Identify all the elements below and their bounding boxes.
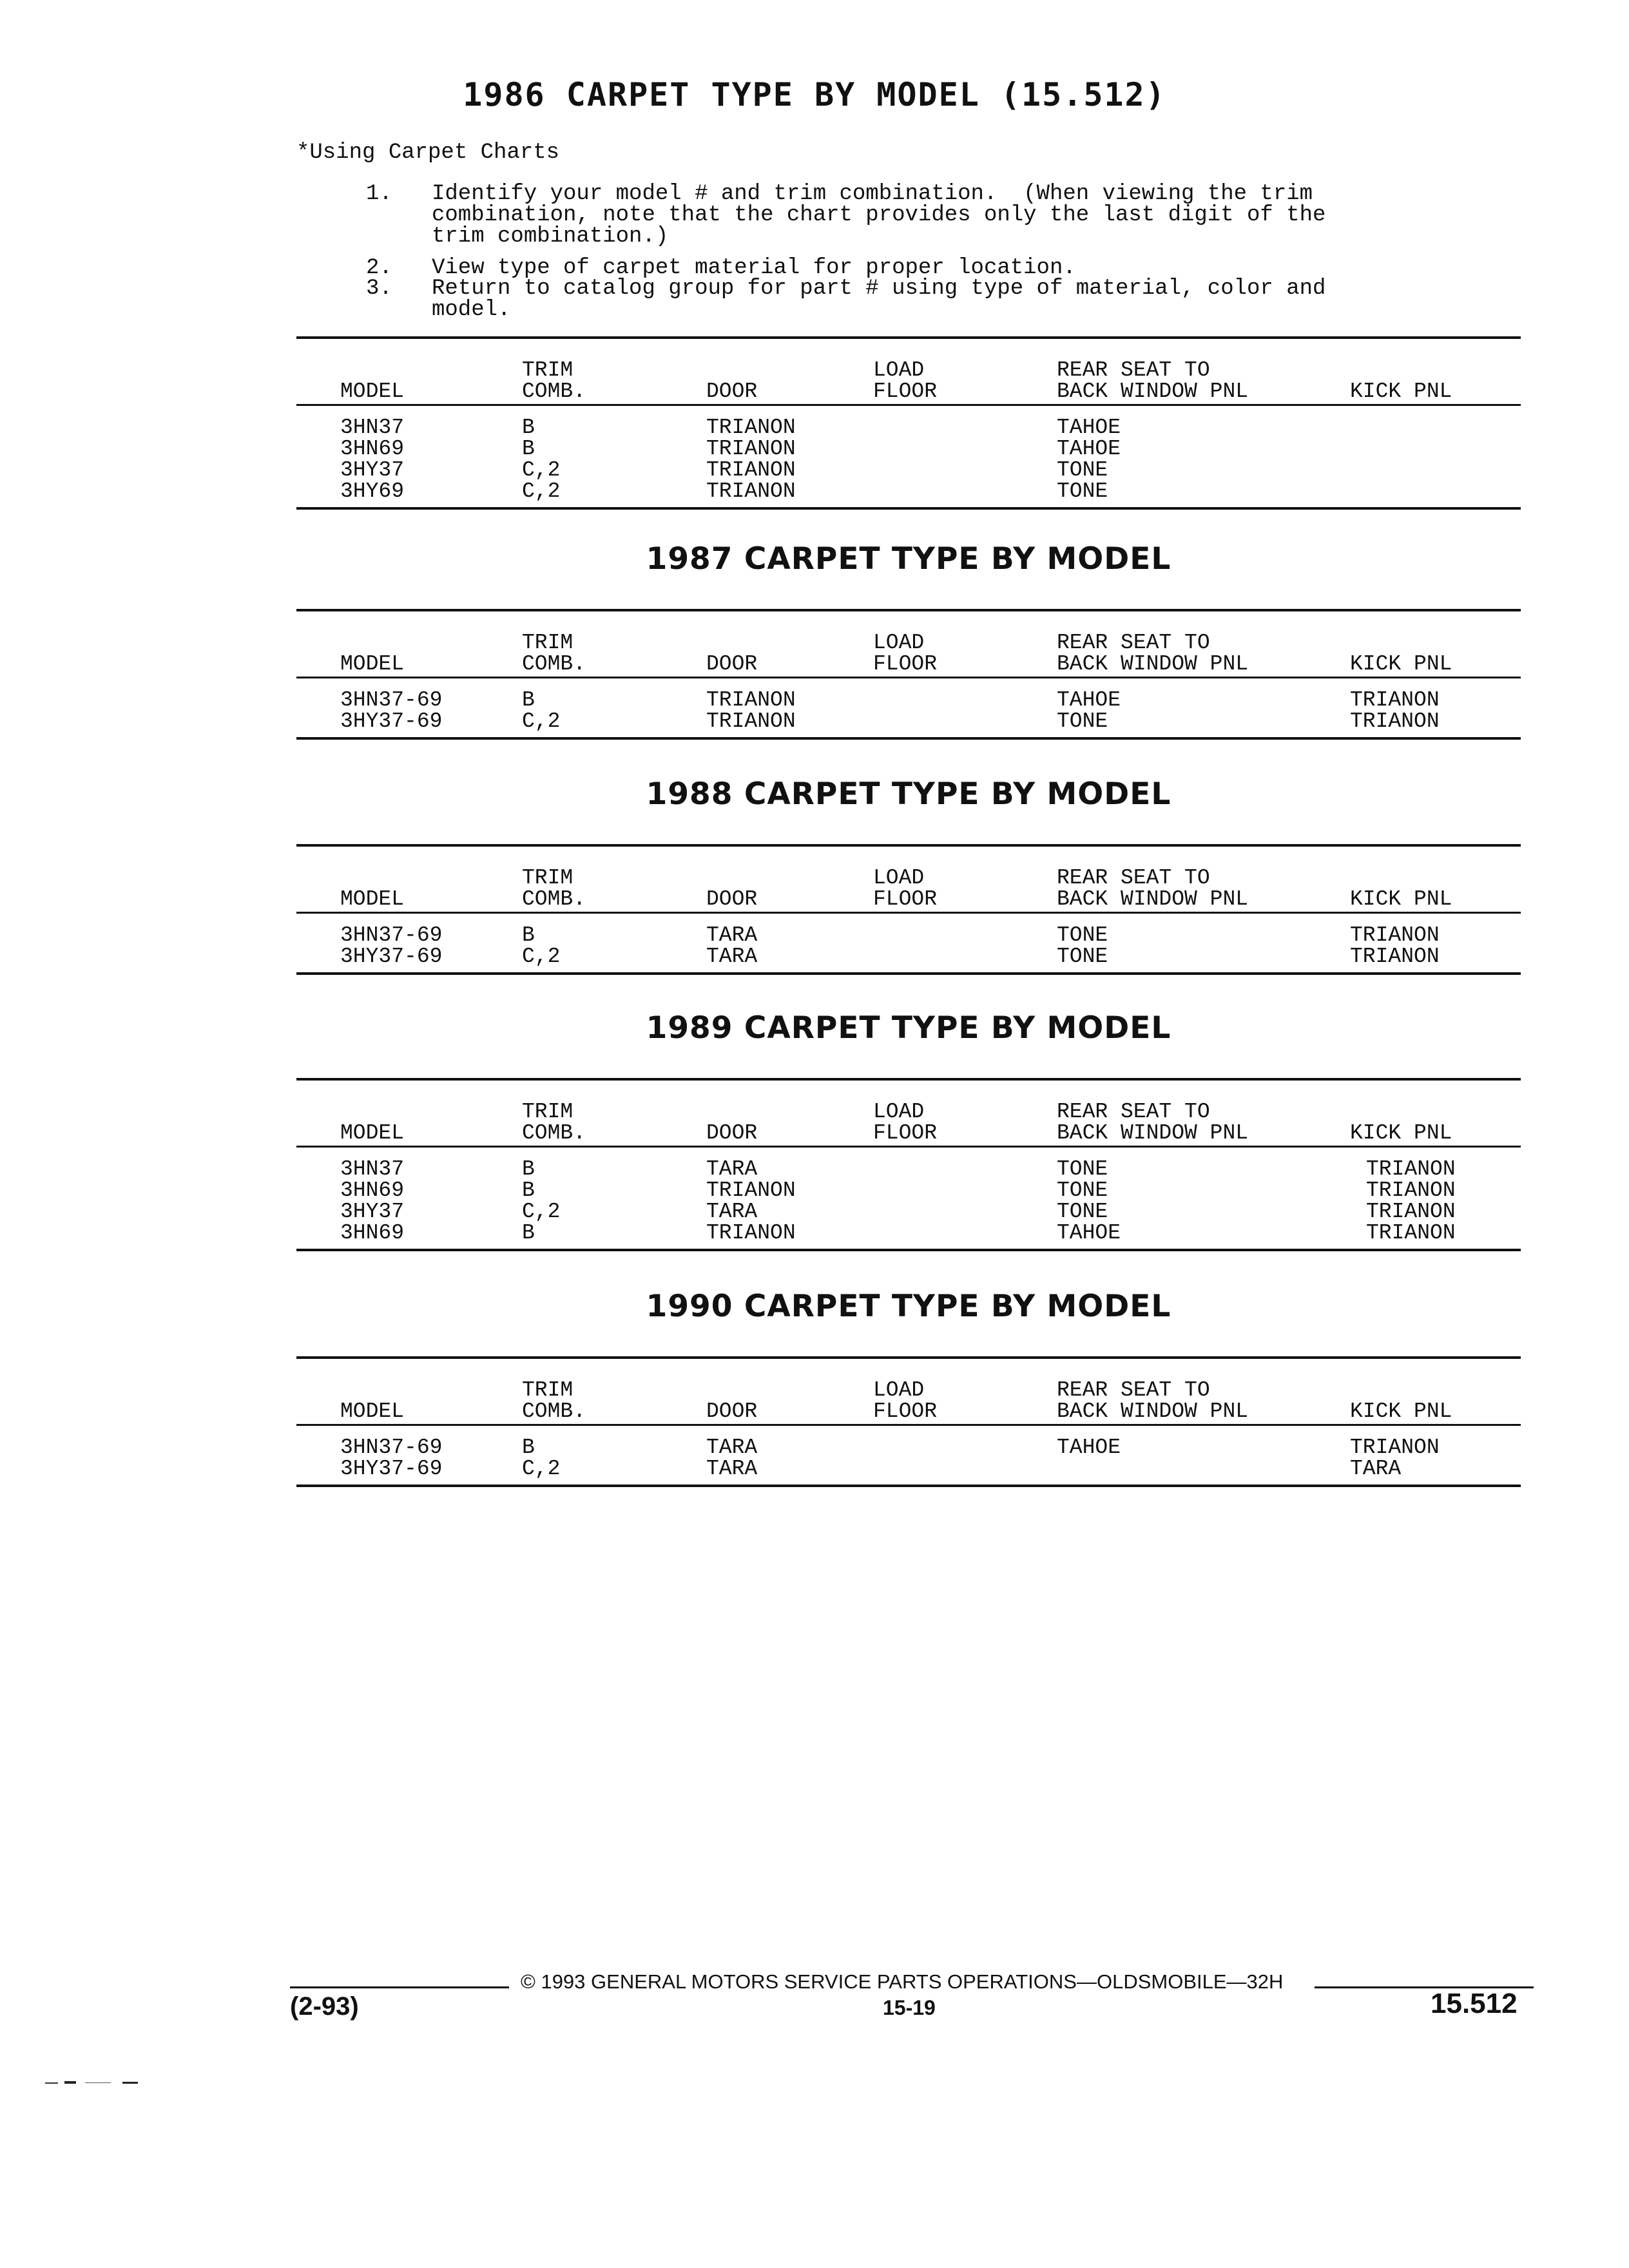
table-top-rule	[296, 609, 1521, 611]
cell-trim-comb: C,2	[522, 479, 561, 503]
header-comb: COMB.	[522, 1399, 586, 1423]
cell-model: 3HN37-69	[340, 688, 443, 712]
header-model: MODEL	[340, 1399, 405, 1423]
cell-kick-panel: TRIANON	[1350, 1436, 1440, 1459]
cell-door: TRIANON	[706, 479, 796, 503]
cell-model: 3HY69	[340, 479, 405, 503]
header-kick-panel: KICK PNL	[1350, 380, 1452, 403]
header-trim: TRIM	[522, 1378, 574, 1402]
header-floor: FLOOR	[873, 652, 938, 676]
header-comb: COMB.	[522, 652, 586, 676]
cell-trim-comb: B	[522, 1221, 535, 1245]
footer-rule-left	[290, 1986, 509, 1988]
scan-artifact-mark	[45, 2081, 155, 2085]
header-floor: FLOOR	[873, 1121, 938, 1145]
header-rule	[296, 1424, 1521, 1426]
cell-trim-comb: C,2	[522, 945, 561, 968]
instruction-number: 1.	[366, 182, 392, 206]
cell-kick-panel: TRIANON	[1350, 688, 1440, 712]
cell-rear-seat: TONE	[1057, 479, 1108, 503]
cell-rear-seat: TONE	[1057, 923, 1108, 947]
cell-kick-panel: TRIANON	[1366, 1178, 1456, 1202]
table-top-rule	[296, 336, 1521, 339]
instruction-line: trim combination.)	[432, 224, 669, 249]
cell-kick-panel: TRIANON	[1350, 945, 1440, 968]
footer-section-number: 15.512	[1431, 1988, 1518, 2019]
cell-door: TRIANON	[706, 1178, 796, 1202]
header-model: MODEL	[340, 887, 405, 911]
cell-trim-comb: B	[522, 1178, 535, 1202]
cell-door: TRIANON	[706, 437, 796, 461]
header-kick-panel: KICK PNL	[1350, 1399, 1452, 1423]
cell-model: 3HY37-69	[340, 945, 443, 968]
header-floor: FLOOR	[873, 380, 938, 403]
cell-kick-panel: TRIANON	[1350, 923, 1440, 947]
cell-rear-seat: TONE	[1057, 709, 1108, 733]
cell-door: TARA	[706, 923, 758, 947]
footer-copyright: © 1993 GENERAL MOTORS SERVICE PARTS OPERATIONS—OLDSMOBILE—32H	[521, 1970, 1284, 1993]
table-bottom-rule	[296, 737, 1521, 740]
header-load: LOAD	[873, 1378, 925, 1402]
cell-rear-seat: TAHOE	[1057, 437, 1121, 461]
header-comb: COMB.	[522, 380, 586, 403]
header-back-window: BACK WINDOW PNL	[1057, 652, 1249, 676]
header-floor: FLOOR	[873, 1399, 938, 1423]
cell-door: TRIANON	[706, 1221, 796, 1245]
instruction-line: model.	[432, 298, 511, 322]
header-comb: COMB.	[522, 887, 586, 911]
instruction-number: 3.	[366, 276, 392, 301]
cell-trim-comb: B	[522, 437, 535, 461]
cell-trim-comb: C,2	[522, 1457, 561, 1481]
header-kick-panel: KICK PNL	[1350, 1121, 1452, 1145]
section-title: 1987 CARPET TYPE BY MODEL	[646, 541, 1171, 577]
header-door: DOOR	[706, 380, 758, 403]
cell-kick-panel: TARA	[1350, 1457, 1402, 1481]
section-title: 1989 CARPET TYPE BY MODEL	[646, 1010, 1171, 1046]
header-trim: TRIM	[522, 358, 574, 382]
footer-revision-date: (2-93)	[290, 1992, 359, 2021]
header-door: DOOR	[706, 652, 758, 676]
using-charts-label: *Using Carpet Charts	[296, 140, 560, 165]
footer-page-number: 15-19	[883, 1996, 936, 2019]
header-rear-seat: REAR SEAT TO	[1057, 631, 1210, 655]
header-trim: TRIM	[522, 631, 574, 655]
cell-trim-comb: C,2	[522, 458, 561, 482]
table-top-rule	[296, 844, 1521, 847]
table-bottom-rule	[296, 1249, 1521, 1251]
header-trim: TRIM	[522, 866, 574, 890]
cell-door: TARA	[706, 1200, 758, 1224]
header-rear-seat: REAR SEAT TO	[1057, 358, 1210, 382]
table-top-rule	[296, 1078, 1521, 1081]
cell-trim-comb: B	[522, 1157, 535, 1181]
header-back-window: BACK WINDOW PNL	[1057, 1399, 1249, 1423]
header-trim: TRIM	[522, 1100, 574, 1124]
header-back-window: BACK WINDOW PNL	[1057, 1121, 1249, 1145]
table-bottom-rule	[296, 972, 1521, 975]
header-door: DOOR	[706, 887, 758, 911]
header-rear-seat: REAR SEAT TO	[1057, 866, 1210, 890]
instruction-line: Return to catalog group for part # using type of material, color and	[432, 276, 1326, 301]
cell-trim-comb: B	[522, 923, 535, 947]
header-rule	[296, 912, 1521, 914]
cell-trim-comb: B	[522, 416, 535, 439]
table-bottom-rule	[296, 507, 1521, 510]
header-door: DOOR	[706, 1399, 758, 1423]
cell-model: 3HN69	[340, 1221, 405, 1245]
cell-trim-comb: C,2	[522, 709, 561, 733]
instruction-line: View type of carpet material for proper location.	[432, 256, 1076, 280]
cell-door: TARA	[706, 945, 758, 968]
cell-door: TRIANON	[706, 416, 796, 439]
header-back-window: BACK WINDOW PNL	[1057, 380, 1249, 403]
table-bottom-rule	[296, 1485, 1521, 1487]
cell-kick-panel: TRIANON	[1366, 1221, 1456, 1245]
header-load: LOAD	[873, 1100, 925, 1124]
header-rule	[296, 404, 1521, 406]
cell-kick-panel: TRIANON	[1366, 1157, 1456, 1181]
header-comb: COMB.	[522, 1121, 586, 1145]
cell-rear-seat: TAHOE	[1057, 1436, 1121, 1459]
cell-door: TRIANON	[706, 709, 796, 733]
cell-rear-seat: TONE	[1057, 1178, 1108, 1202]
header-kick-panel: KICK PNL	[1350, 652, 1452, 676]
cell-door: TARA	[706, 1436, 758, 1459]
cell-rear-seat: TAHOE	[1057, 416, 1121, 439]
cell-model: 3HN37	[340, 1157, 405, 1181]
cell-model: 3HY37	[340, 458, 405, 482]
cell-kick-panel: TRIANON	[1350, 709, 1440, 733]
page-title: 1986 CARPET TYPE BY MODEL (15.512)	[463, 76, 1166, 113]
cell-door: TARA	[706, 1157, 758, 1181]
header-load: LOAD	[873, 866, 925, 890]
cell-trim-comb: C,2	[522, 1200, 561, 1224]
cell-rear-seat: TONE	[1057, 458, 1108, 482]
header-back-window: BACK WINDOW PNL	[1057, 887, 1249, 911]
cell-door: TARA	[706, 1457, 758, 1481]
cell-model: 3HY37-69	[340, 1457, 443, 1481]
cell-door: TRIANON	[706, 458, 796, 482]
header-load: LOAD	[873, 631, 925, 655]
cell-model: 3HN69	[340, 1178, 405, 1202]
cell-model: 3HY37	[340, 1200, 405, 1224]
cell-model: 3HN37-69	[340, 923, 443, 947]
header-rule	[296, 677, 1521, 678]
cell-trim-comb: B	[522, 1436, 535, 1459]
header-floor: FLOOR	[873, 887, 938, 911]
header-rear-seat: REAR SEAT TO	[1057, 1100, 1210, 1124]
section-title: 1988 CARPET TYPE BY MODEL	[646, 776, 1171, 812]
header-rear-seat: REAR SEAT TO	[1057, 1378, 1210, 1402]
header-door: DOOR	[706, 1121, 758, 1145]
header-model: MODEL	[340, 1121, 405, 1145]
header-load: LOAD	[873, 358, 925, 382]
instruction-line: Identify your model # and trim combination. (When viewing the trim	[432, 182, 1313, 206]
instruction-line: combination, note that the chart provides only the last digit of the	[432, 203, 1326, 227]
cell-door: TRIANON	[706, 688, 796, 712]
cell-rear-seat: TONE	[1057, 945, 1108, 968]
table-top-rule	[296, 1356, 1521, 1359]
cell-trim-comb: B	[522, 688, 535, 712]
cell-model: 3HN69	[340, 437, 405, 461]
cell-kick-panel: TRIANON	[1366, 1200, 1456, 1224]
header-model: MODEL	[340, 652, 405, 676]
cell-model: 3HN37-69	[340, 1436, 443, 1459]
instruction-number: 2.	[366, 256, 392, 280]
cell-rear-seat: TAHOE	[1057, 1221, 1121, 1245]
cell-model: 3HN37	[340, 416, 405, 439]
header-model: MODEL	[340, 380, 405, 403]
cell-rear-seat: TONE	[1057, 1200, 1108, 1224]
cell-model: 3HY37-69	[340, 709, 443, 733]
header-kick-panel: KICK PNL	[1350, 887, 1452, 911]
header-rule	[296, 1146, 1521, 1148]
cell-rear-seat: TONE	[1057, 1157, 1108, 1181]
section-title: 1990 CARPET TYPE BY MODEL	[646, 1289, 1171, 1324]
cell-rear-seat: TAHOE	[1057, 688, 1121, 712]
